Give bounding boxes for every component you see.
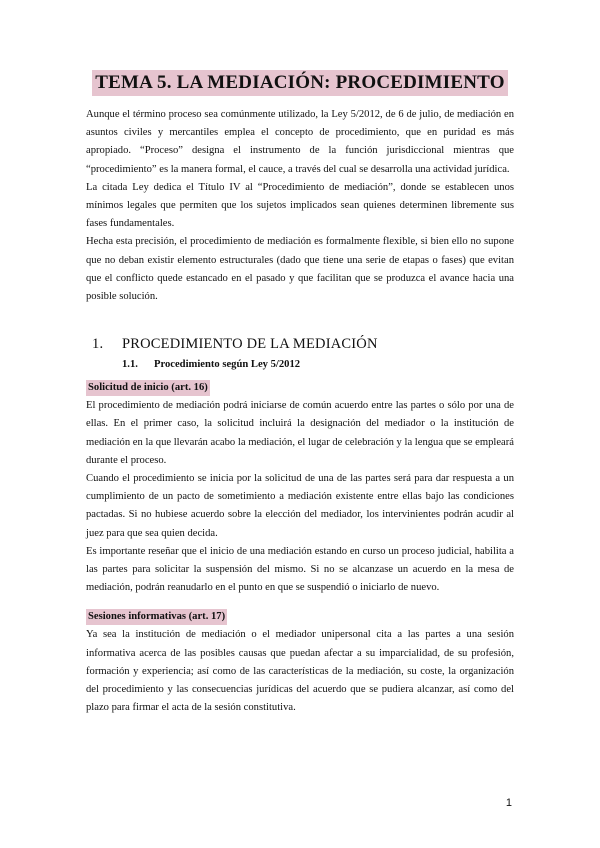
- intro-paragraph: Hecha esta precisión, el procedimiento de mediación es formalmente flexible, si bien ello no supone que no deban existir elemento estructurales (dado que tiene una serie de etapas o fases) que evitan que el conflicto quede estancado en el pasado y que facilitan que se produzca el avance hacia una posible solución.: [86, 236, 514, 303]
- intro-paragraph: La citada Ley dedica el Título IV al “Procedimiento de mediación”, donde se establecen unos mínimos legales que permiten que los sujetos implicados sean quienes determinen libremente sus fases fundamentales.: [86, 181, 514, 230]
- body-paragraph: El procedimiento de mediación podrá iniciarse de común acuerdo entre las partes o sólo por una de ellas. En el primer caso, la solicitud incluirá la designación del mediador o la institución de mediación en la que llevarán acabo la mediación, el lugar de celebración y la lengua que se empleará durante el proceso.: [86, 400, 514, 466]
- section-heading: [86, 334, 514, 354]
- page-number: 1: [505, 797, 512, 809]
- subsection-heading: [86, 356, 514, 374]
- body-paragraph: Cuando el procedimiento se inicia por la solicitud de una de las partes será para dar respuesta a un cumplimiento de un pacto de sometimiento a mediación existente entre ellas bajo las condiciones pactadas. Si no hubiese acuerdo sobre la elección del mediador, los intervinientes podrán acudir al juez para que sea quien decida.: [86, 473, 514, 539]
- subsection-number: 1.1.: [122, 359, 138, 371]
- body-paragraph: Ya sea la institución de mediación o el mediador unipersonal cita a las partes a una sesión informativa acerca de las posibles causas que puedan afectar a su imparcialidad, de su profesión, formación y experiencia; así como de las características de la mediación, su coste, la organización del procedimiento y las consecuencias jurídicas del acuerdo que se pudiera alcanzar, así como del plazo para firmar el acta de la sesión constitutiva.: [86, 629, 514, 714]
- body-paragraph: Es importante reseñar que el inicio de una mediación estando en curso un proceso judicial, habilita a las partes para solicitar la suspensión del mismo. Si no se alcanzase un acuerdo en la mesa de mediación, podrán reanudarlo en el punto en que se suspendió o iniciarlo de nuevo.: [86, 545, 514, 594]
- document-page: [86, 70, 514, 717]
- intro-paragraph: Aunque el término proceso sea comúnmente utilizado, la Ley 5/2012, de 6 de julio, de mediación en asuntos civiles y mercantiles emplea el concepto de procedimiento, que en puridad es más apropiado. “Proceso” designa el instrumento de la función jurisdiccional mientras que “procedimiento” es la manera formal, el cauce, a través del cual se desarrolla una actividad jurídica.: [86, 109, 514, 175]
- page-title: TEMA 5. LA MEDIACIÓN: PROCEDIMIENTO: [92, 70, 507, 96]
- section-title: PROCEDIMIENTO DE LA MEDIACIÓN: [122, 336, 378, 353]
- section-number: 1.: [92, 336, 104, 353]
- subsection-title: Procedimiento según Ley 5/2012: [154, 359, 301, 371]
- highlighted-heading-solicitud: Solicitud de inicio (art. 16): [86, 380, 210, 396]
- highlighted-heading-sesiones: Sesiones informativas (art. 17): [86, 609, 227, 625]
